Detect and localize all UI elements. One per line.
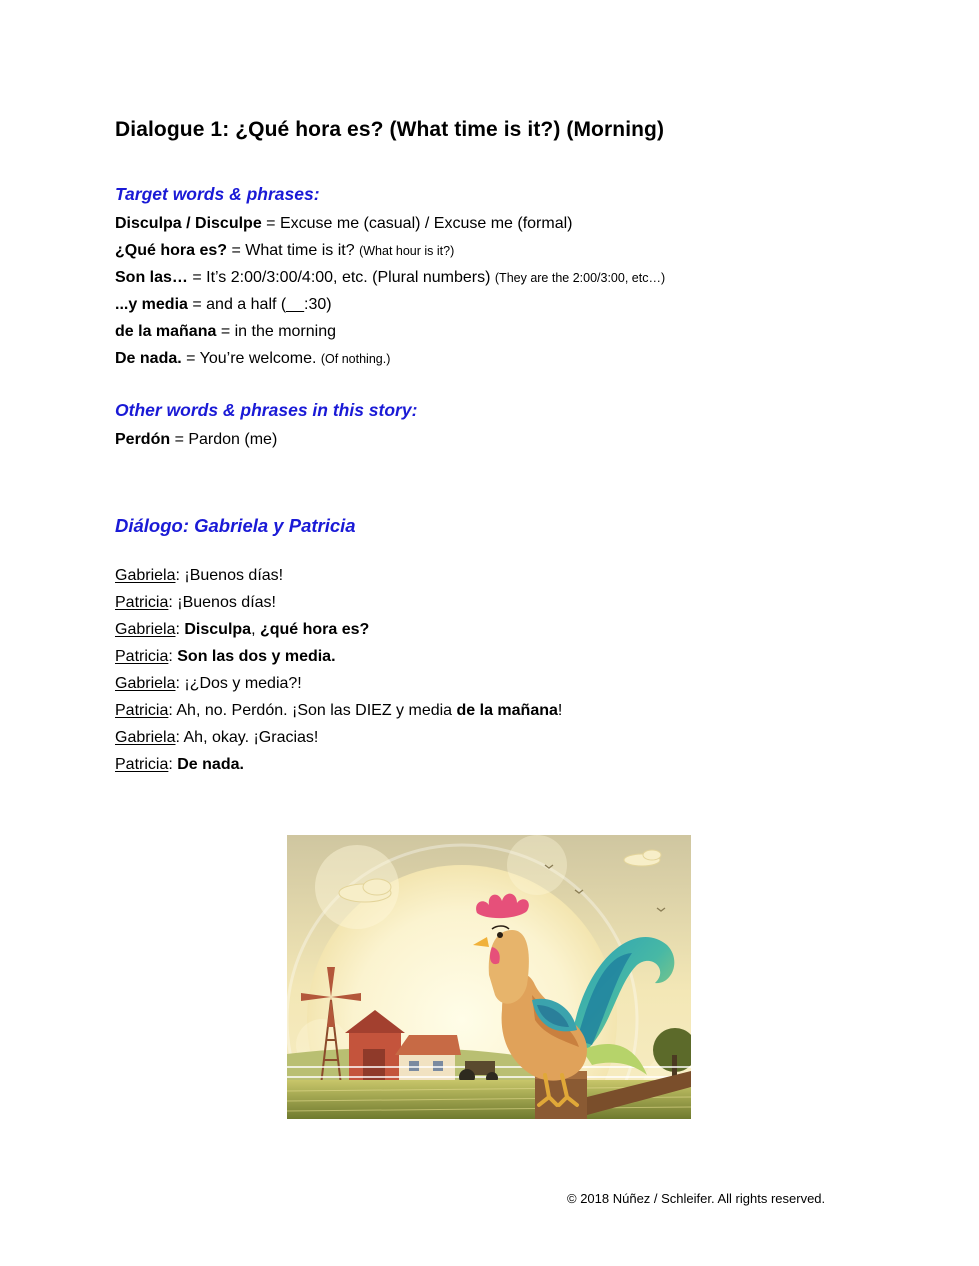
dialogue-text: ¿qué hora es? [259, 621, 370, 638]
speaker-separator: : [168, 702, 177, 719]
target-gloss: = It’s 2:00/3:00/4:00, etc. (Plural numbers) [187, 269, 495, 286]
speaker-name: Patricia [115, 756, 169, 773]
dialogue-text: ¡Buenos días! [177, 594, 276, 611]
dialogue-text: Ah, okay. ¡Gracias! [183, 729, 319, 746]
target-term: Disculpa / Disculpe [115, 215, 262, 232]
target-gloss: = and a half (__:30) [187, 296, 332, 313]
speaker-name: Patricia [115, 648, 169, 665]
dialogue-text: Disculpa [184, 621, 252, 638]
target-item [115, 322, 336, 342]
dialogue-line [115, 593, 276, 613]
speaker-name: Patricia [115, 594, 169, 611]
speaker-separator: : [168, 648, 178, 665]
page-title: Dialogue 1: ¿Qué hora es? (What time is it?) (Morning) [115, 118, 665, 141]
dialogue-text: de la mañana [456, 702, 558, 719]
dialogue-text: Ah, no. Perdón. ¡Son las DIEZ y media [176, 702, 457, 719]
speaker-separator: : [175, 621, 185, 638]
copyright-footer: © 2018 Núñez / Schleifer. All rights reserved. [567, 1191, 826, 1206]
target-note: (Of nothing.) [320, 352, 391, 366]
dialogue-line [115, 620, 369, 640]
target-words-heading: Target words & phrases: [115, 184, 320, 204]
target-gloss: = Excuse me (casual) / Excuse me (formal) [261, 215, 573, 232]
target-term: de la mañana [115, 323, 217, 340]
speaker-name: Gabriela [115, 621, 176, 638]
target-term: ¿Qué hora es? [115, 242, 228, 259]
speaker-name: Gabriela [115, 729, 176, 746]
target-gloss: = You’re welcome. [181, 350, 321, 367]
other-words-heading: Other words & phrases in this story: [115, 400, 418, 420]
target-item [115, 349, 390, 369]
dialogue-heading: Diálogo: Gabriela y Patricia [115, 515, 356, 536]
speaker-separator: : [175, 675, 185, 692]
dialogue-line [115, 674, 302, 694]
target-term: ...y media [115, 296, 188, 313]
rooster-farm-illustration [287, 835, 691, 1119]
speaker-separator: : [168, 756, 178, 773]
target-term: Son las… [115, 269, 188, 286]
target-item [115, 214, 572, 234]
target-term: De nada. [115, 350, 182, 367]
target-gloss: = What time is it? [227, 242, 360, 259]
dialogue-text: ¡Buenos días! [184, 567, 284, 584]
other-item [115, 430, 277, 450]
dialogue-text: Son las dos y media. [177, 648, 336, 665]
speaker-name: Gabriela [115, 675, 176, 692]
other-gloss: = Pardon (me) [170, 431, 278, 448]
target-item [115, 241, 454, 261]
dialogue-line [115, 728, 318, 748]
dialogue-text: , [251, 621, 260, 638]
dialogue-line [115, 566, 283, 586]
speaker-separator: : [168, 594, 178, 611]
target-note: (What hour is it?) [359, 244, 455, 258]
dialogue-line [115, 755, 244, 775]
speaker-separator: : [175, 567, 185, 584]
dialogue-text: ¡¿Dos y media?! [184, 675, 302, 692]
speaker-name: Patricia [115, 702, 169, 719]
dialogue-line [115, 647, 336, 667]
target-item [115, 268, 665, 288]
dialogue-line [115, 701, 562, 721]
dialogue-text: De nada. [177, 756, 244, 773]
target-item [115, 295, 332, 315]
other-term: Perdón [115, 431, 171, 448]
speaker-separator: : [175, 729, 184, 746]
dialogue-text: ! [557, 702, 563, 719]
target-gloss: = in the morning [216, 323, 336, 340]
target-note: (They are the 2:00/3:00, etc…) [494, 271, 666, 285]
speaker-name: Gabriela [115, 567, 176, 584]
